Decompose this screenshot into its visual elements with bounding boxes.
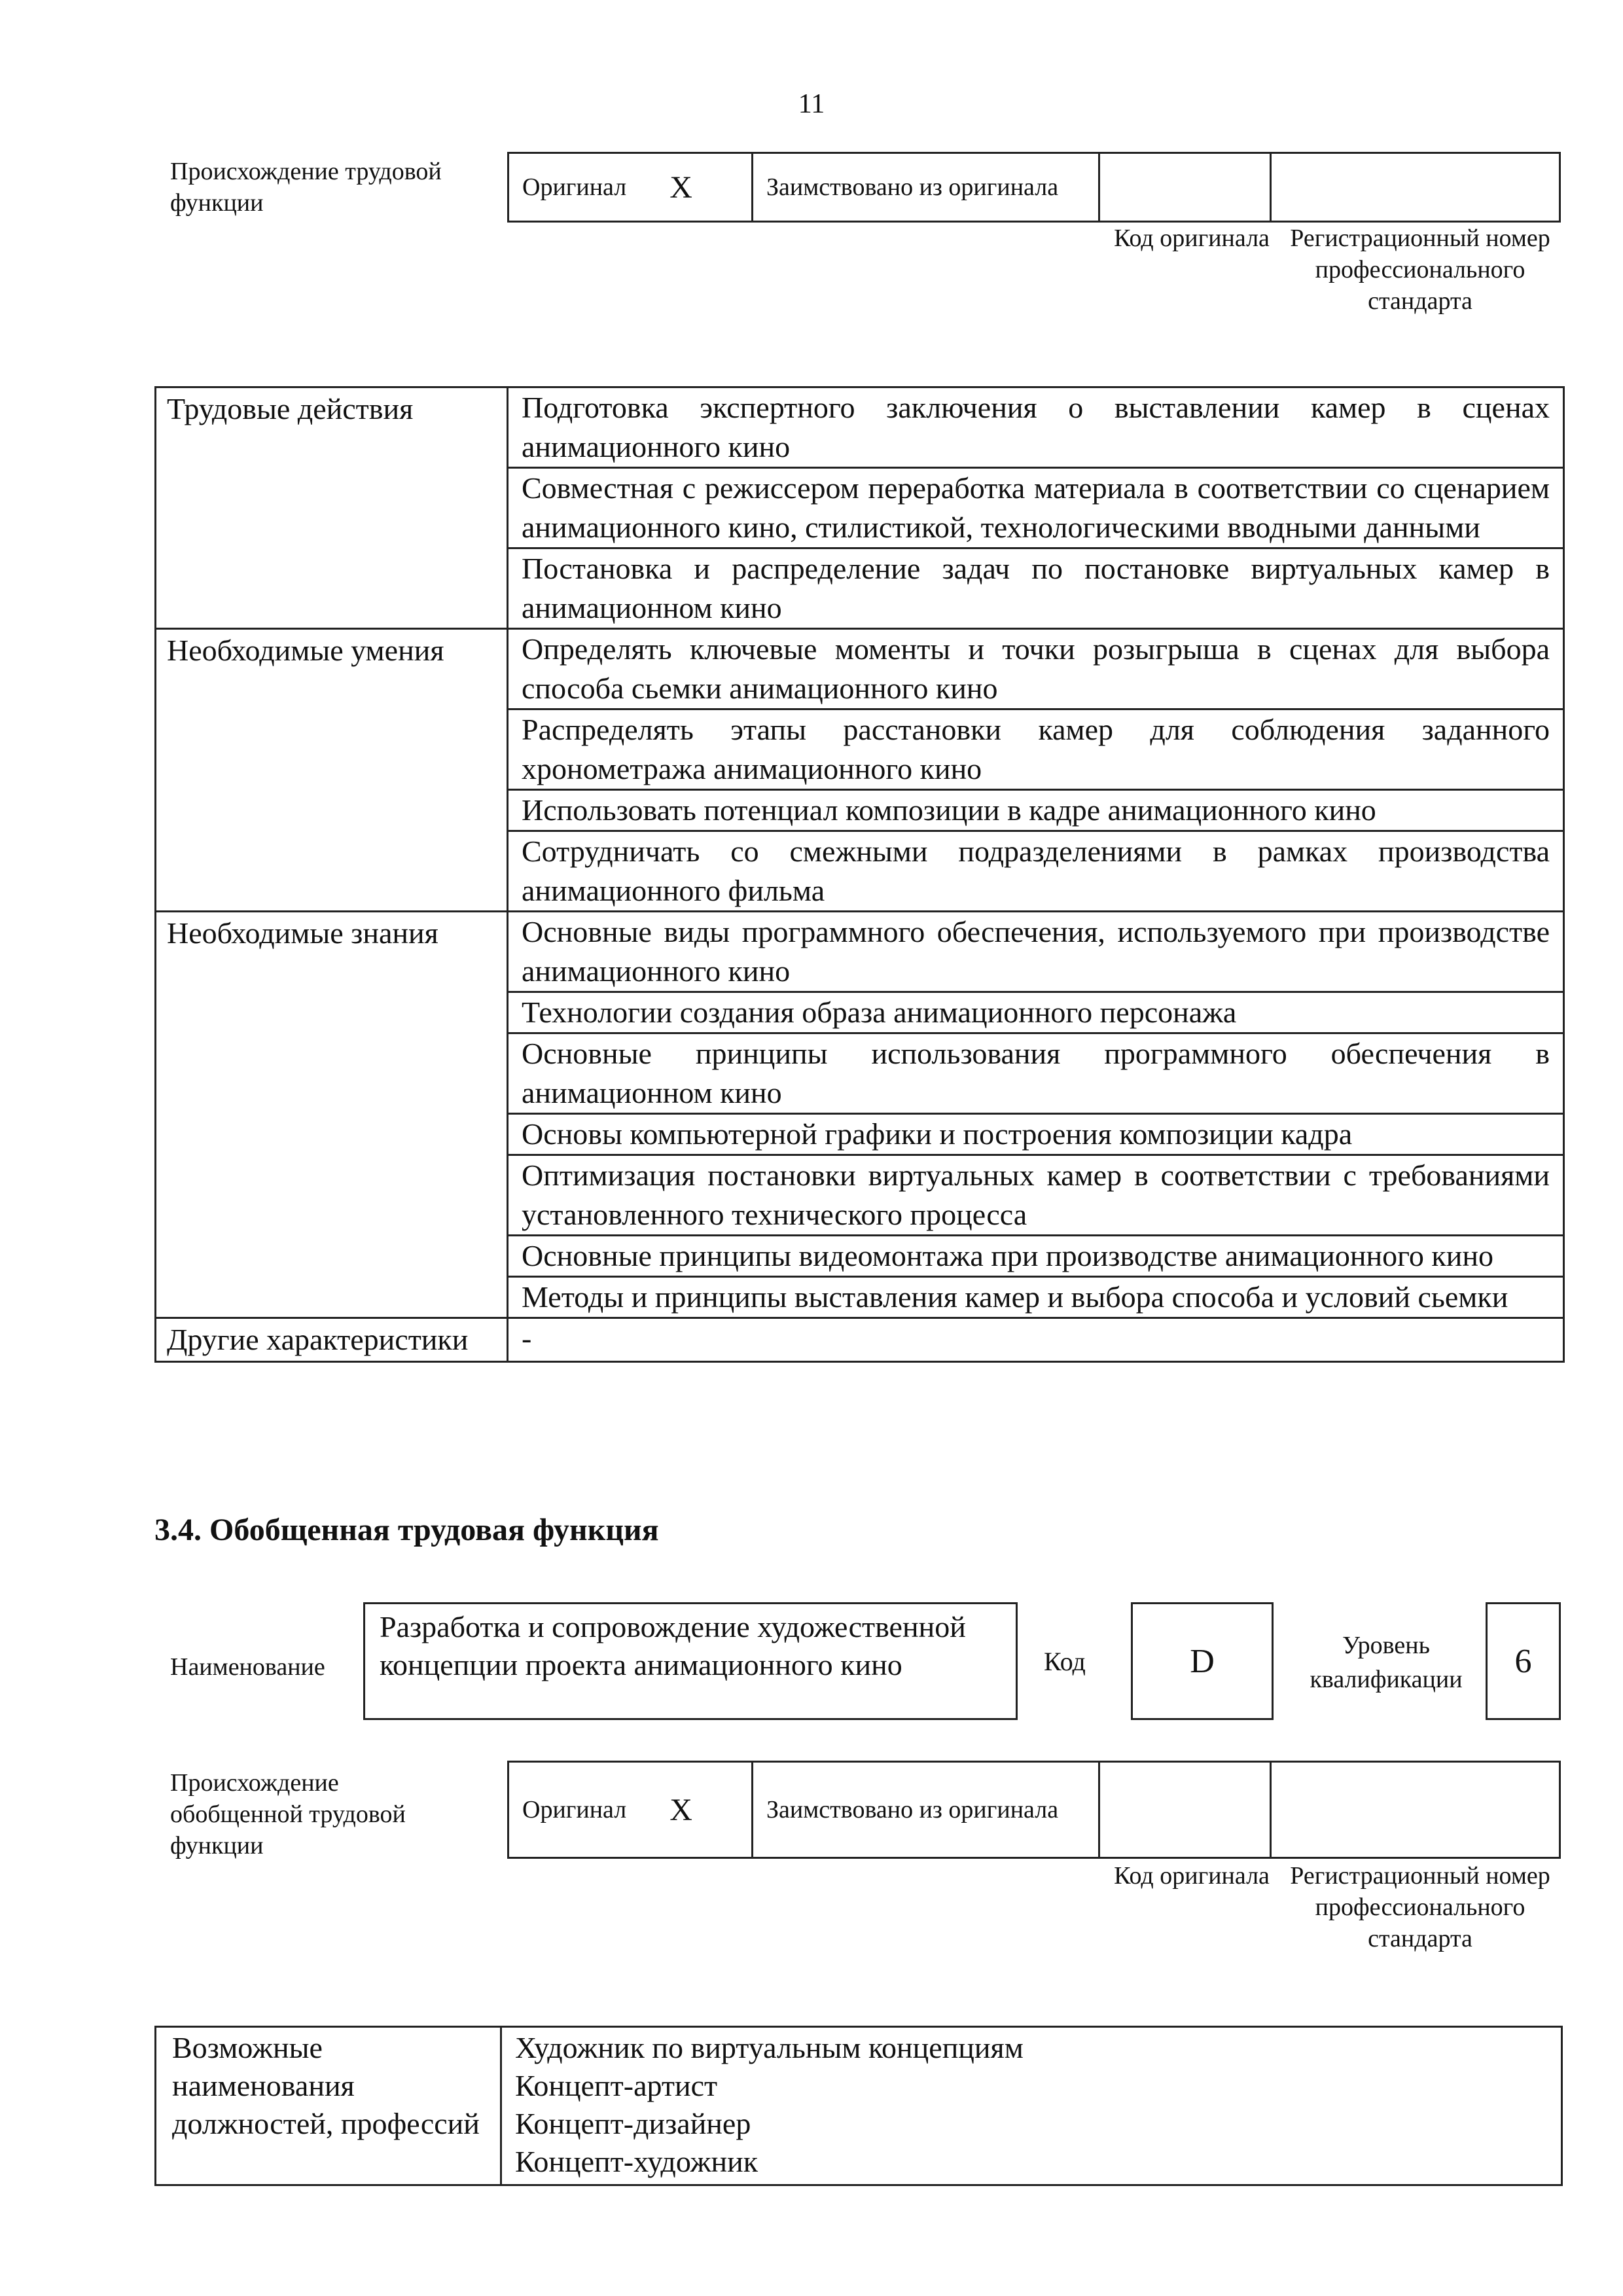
- original-cell: [509, 154, 753, 221]
- original-label: Оригинал: [522, 1796, 627, 1823]
- table-cell: Распределять этапы расстановки камер для соблюдения заданного хронометража анимационного кино: [508, 709, 1564, 790]
- table-row: [156, 387, 1564, 468]
- functions-table: [154, 386, 1565, 1363]
- original-cell: [509, 1763, 753, 1857]
- name-value: Разработка и сопровождение художественной концепции проекта анимационного кино: [363, 1602, 1018, 1720]
- list-item: Концепт-дизайнер: [515, 2107, 751, 2140]
- level-label: Уровень квалификации: [1310, 1632, 1463, 1693]
- table-row: [156, 912, 1564, 992]
- borrowed-label: Заимствовано из оригинала: [753, 154, 1100, 221]
- caption-reg-number: Регистрационный номер профессионального стандарта: [1290, 1862, 1550, 1952]
- row-label-actions: Трудовые действия: [156, 387, 508, 629]
- caption-reg-number: Регистрационный номер профессионального стандарта: [1290, 224, 1550, 315]
- origin-label-generalized: Происхождение обобщенной трудовой функции: [170, 1769, 406, 1859]
- original-code-cell: [1100, 1763, 1272, 1857]
- positions-list: [502, 2028, 1561, 2184]
- positions-table: [154, 2026, 1563, 2186]
- list-item: Концепт-артист: [515, 2069, 718, 2102]
- origin-box-generalized: [507, 1761, 1561, 1859]
- section-title: 3.4. Обобщенная трудовая функция: [154, 1513, 659, 1547]
- reg-number-cell: [1272, 1763, 1559, 1857]
- caption-code: Код оригинала: [1114, 1862, 1270, 1890]
- original-mark: X: [669, 170, 692, 205]
- original-label: Оригинал: [522, 173, 627, 201]
- table-cell: Совместная с режиссером переработка материала в соответствии со сценарием анимационного кино, стилистикой, технологическими вводными данными: [508, 468, 1564, 548]
- table-cell: Методы и принципы выставления камер и выбора способа и условий сьемки: [508, 1277, 1564, 1318]
- list-item: Художник по виртуальным концепциям: [515, 2031, 1024, 2064]
- table-cell: Основные виды программного обеспечения, используемого при производстве анимационного кино: [508, 912, 1564, 992]
- reg-number-cell: [1272, 154, 1559, 221]
- borrowed-label: Заимствовано из оригинала: [753, 1763, 1100, 1857]
- positions-label: Возможные наименования должностей, профессий: [156, 2028, 502, 2184]
- origin-box: [507, 152, 1561, 223]
- list-item: Концепт-художник: [515, 2145, 758, 2178]
- table-cell: Основы компьютерной графики и построения композиции кадра: [508, 1114, 1564, 1155]
- original-code-cell: [1100, 154, 1272, 221]
- table-cell: Оптимизация постановки виртуальных камер в соответствии с требованиями установленного технического процесса: [508, 1155, 1564, 1236]
- page-number: 11: [798, 89, 825, 119]
- origin-label: Происхождение трудовой функции: [170, 158, 442, 217]
- table-row: [156, 629, 1564, 709]
- table-cell: Сотрудничать со смежными подразделениями в рамках производства анимационного фильма: [508, 831, 1564, 912]
- table-cell: -: [508, 1318, 1564, 1362]
- table-cell: Основные принципы видеомонтажа при производстве анимационного кино: [508, 1236, 1564, 1277]
- code-value: D: [1131, 1602, 1274, 1720]
- table-cell: Подготовка экспертного заключения о выставлении камер в сценах анимационного кино: [508, 387, 1564, 468]
- table-row: [156, 1318, 1564, 1362]
- table-cell: Определять ключевые моменты и точки розыгрыша в сценах для выбора способа сьемки анимационного кино: [508, 629, 1564, 709]
- code-label: Код: [1044, 1647, 1086, 1676]
- table-cell: Основные принципы использования программного обеспечения в анимационном кино: [508, 1033, 1564, 1114]
- table-cell: Технологии создания образа анимационного персонажа: [508, 992, 1564, 1033]
- caption-code: Код оригинала: [1114, 224, 1270, 252]
- row-label-other: Другие характеристики: [156, 1318, 508, 1362]
- row-label-skills: Необходимые умения: [156, 629, 508, 912]
- row-label-knowledge: Необходимые знания: [156, 912, 508, 1318]
- table-cell: Использовать потенциал композиции в кадре анимационного кино: [508, 790, 1564, 831]
- original-mark: X: [669, 1792, 692, 1827]
- level-value: 6: [1486, 1602, 1561, 1720]
- name-label: Наименование: [170, 1653, 325, 1681]
- table-cell: Постановка и распределение задач по постановке виртуальных камер в анимационном кино: [508, 548, 1564, 629]
